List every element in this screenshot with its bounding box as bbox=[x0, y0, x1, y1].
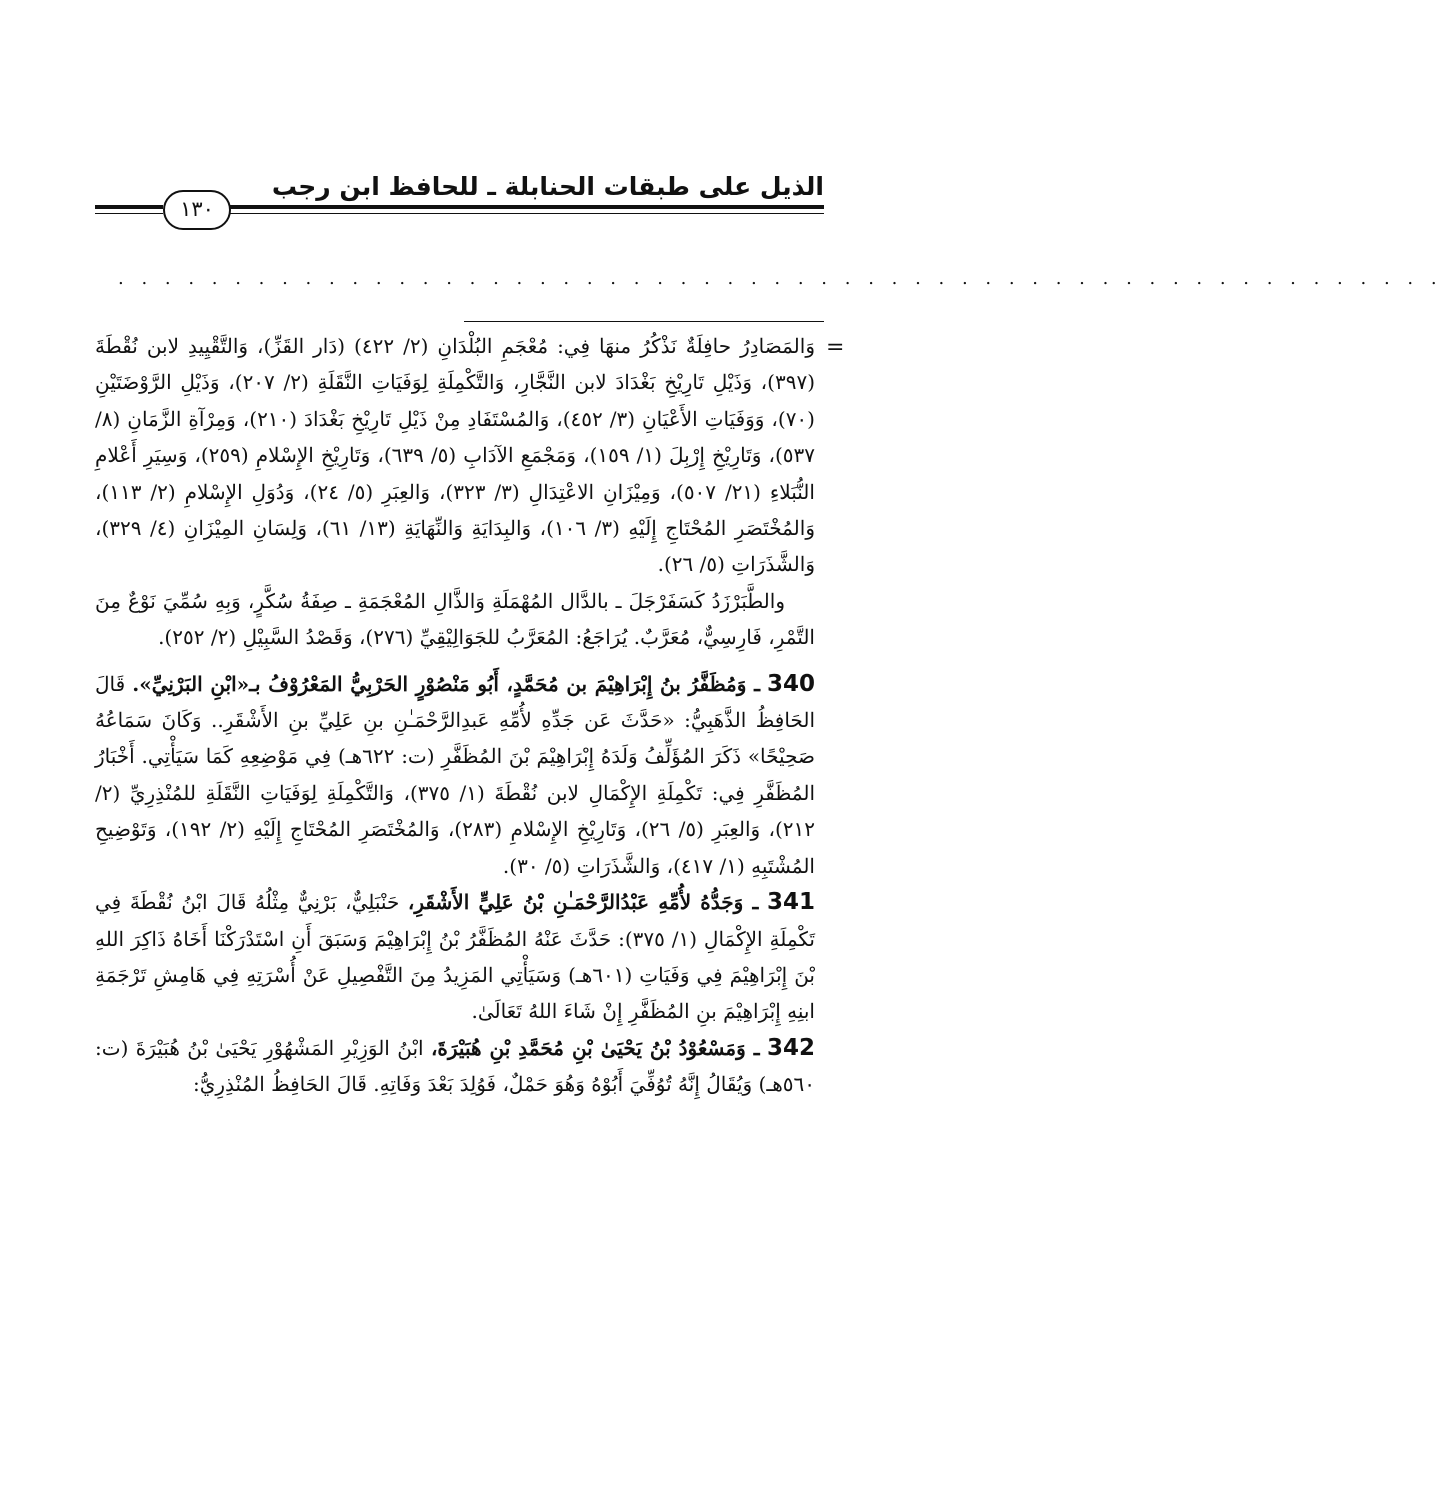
footnote-separator bbox=[464, 321, 824, 322]
page-number: ١٣٠ bbox=[163, 190, 231, 230]
dotted-separator: . . . . . . . . . . . . . . . . . . . . . . . . . . . . . . . . . . . . . . . . . . . . . . . . . . . . . . . . . bbox=[118, 268, 1443, 289]
entry-341 bbox=[95, 884, 815, 1030]
entry-number: 342 bbox=[766, 1034, 815, 1061]
entry-body: قَالَ الحَافِظُ الذَّهَبِيُّ: «حَدَّثَ عَن جَدِّهِ لأُمِّهِ عَبدِالرَّحْمَـٰنِ بنِ عَلِيِّ بنِ الأَشْقَرِ.. وَكَانَ سَمَاعُهُ صَحِيْحًا» ذَكَرَ المُؤَلِّفُ وَلَدَهُ إِبْرَاهِيْمَ بْنَ المُظَفَّرِ (ت: ٦٢٢هـ) فِي مَوْضِعِهِ كَمَا سَيَأْتِي. أَخْبَارُ المُظَفَّرِ فِي: تَكْمِلَةِ الإِكْمَالِ لابن نُقْطَةَ (١/ ٣٧٥)، وَالتَّكْمِلَةِ لِوَفَيَاتِ النَّقَلَةِ للمُنْذِرِيِّ (٢/ ٢١٢)، وَالعِبَرِ (٥/ ٢٦)، وَتَارِيْخِ الإِسْلامِ (٢٨٣)، وَالمُخْتَصَرِ المُحْتَاجِ إِلَيْهِ (٢/ ١٩٢)، وَتَوْضِيحِ المُشْتَبِهِ (١/ ٤١٧)، وَالشَّذَرَاتِ (٥/ ٣٠). bbox=[95, 671, 815, 878]
entry-name: ـ وَمَسْعُوْدُ بْنُ يَحْيَىٰ بْنِ مُحَمَّدِ بْنِ هُبَيْرَةَ، bbox=[430, 1035, 760, 1060]
entry-body: ابْنُ الوَزِيْرِ المَشْهُوْرِ يَحْيَىٰ بْنُ هُبَيْرَةَ (ت: ٥٦٠هـ) وَيُقَالُ إِنَّهُ تُوُفِّيَ أَبُوْهُ وَهُوَ حَمْلٌ، فَوُلِدَ بَعْدَ وَفَاتِهِ. قَالَ الحَافِظُ المُنْذِرِيُّ: bbox=[95, 1035, 815, 1097]
header-rule-left-thin bbox=[95, 213, 163, 214]
continuation-mark: = bbox=[826, 335, 845, 360]
entry-name: ـ وَمُظَفَّرُ بنُ إِبْرَاهِيْمَ بن مُحَمَّدٍ، أَبُو مَنْصُوْرٍ الحَرْبِيُّ المَعْرُوْفُ بـ«ابْنِ البَرْنِيِّ». bbox=[132, 671, 760, 696]
header-rule-right-thin bbox=[229, 213, 824, 214]
header-rule-right bbox=[229, 205, 824, 209]
entry-body: حَنْبَلِيٌّ، بَرْنِيٌّ مِثْلُهُ قَالَ ابْنُ نُقْطَةَ فِي تَكْمِلَةِ الإِكْمَالِ (١/ ٣٧٥): حَدَّثَ عَنْهُ المُظَفَّرُ بْنُ إِبْرَاهِيْمَ وَسَبَقَ أَنِ اسْتَدْرَكْنَا أَخَاهُ ذَاكِرَ اللهِ بْنَ إِبْرَاهِيْمَ فِي وَفَيَاتِ (٦٠١هـ) وَسَيَأْتِي المَزِيدُ مِنَ التَّفْصِيلِ عَنْ أُسْرَتِهِ فِي هَامِشِ تَرْجَمَةِ ابنِهِ إِبْرَاهِيْمَ بنِ المُظَفَّرِ إِنْ شَاءَ اللهُ تَعَالَىٰ. bbox=[95, 890, 815, 1024]
footnote-paragraph-1: وَالمَصَادِرُ حافِلَةٌ نَذْكُرُ منهَا فِي: مُعْجَمِ البُلْدَانِ (٢/ ٤٢٢) (دَار القَزِّ)، وَالتَّقْيِيدِ لابن نُقْطَةَ (٣٩٧)، وَذَيْلِ تَارِيْخِ بَغْدَادَ لابن النَّجَّارِ، وَالتَّكْمِلَةِ لِوَفَيَاتِ النَّقَلَةِ (٢/ ٢٠٧)، وَذَيْلِ الرَّوْضَتَيْنِ (٧٠)، وَوَفَيَاتِ الأَعْيَانِ (٣/ ٤٥٢)، وَالمُسْتَفَادِ مِنْ ذَيْلِ تَارِيْخِ بَغْدَادَ (٢١٠)، وَمِرْآةِ الزَّمَانِ (٨/ ٥٣٧)، وَتَارِيْخِ إِرْبِلَ (١/ ١٥٩)، وَمَجْمَعِ الآدَابِ (٥/ ٦٣٩)، وَتَارِيْخِ الإِسْلامِ (٢٥٩)، وَسِيَرِ أَعْلامِ النُّبَلاءِ (٢١/ ٥٠٧)، وَمِيْزَانِ الاعْتِدَالِ (٣/ ٣٢٣)، وَالعِبَرِ (٥/ ٢٤)، وَدُوَلِ الإِسْلامِ (٢/ ١١٣)، وَالمُخْتَصَرِ المُحْتَاجِ إِلَيْهِ (٣/ ١٠٦)، وَالبِدَايَةِ وَالنِّهَايَةِ (١٣/ ٦١)، وَلِسَانِ المِيْزَانِ (٤/ ٣٢٩)، وَالشَّذَرَاتِ (٥/ ٢٦). bbox=[95, 334, 815, 577]
running-title: الذيل على طبقات الحنابلة ـ للحافظ ابن رجب bbox=[271, 172, 824, 201]
entry-340 bbox=[95, 666, 815, 884]
entry-name: ـ وَجَدُّهُ لأُمِّهِ عَبْدُالرَّحْمَـٰنِ بْنُ عَلِيٍّ الأَشْقَرِ، bbox=[407, 890, 759, 915]
page-body bbox=[95, 328, 815, 1103]
footnote-paragraph-2: والطَّبَرْزَدُ كَسَفَرْجَلَ ـ بالدَّال المُهْمَلَةِ وَالذَّالِ المُعْجَمَةِ ـ صِفَةُ سُكَّرٍ، وَبِهِ سُمِّيَ نَوْعٌ مِنَ التَّمْرِ، فَارِسِيٌّ، مُعَرَّبٌ. يُرَاجَعُ: المُعَرَّبُ للجَوَالِيْقِيِّ (٢٧٦)، وَقَصْدُ السَّبِيْلِ (٢/ ٢٥٢). bbox=[95, 588, 815, 650]
entry-number: 341 bbox=[767, 889, 816, 916]
entry-342 bbox=[95, 1030, 815, 1103]
header-rule-left bbox=[95, 205, 163, 209]
page-header bbox=[95, 160, 830, 250]
entry-number: 340 bbox=[767, 670, 816, 697]
